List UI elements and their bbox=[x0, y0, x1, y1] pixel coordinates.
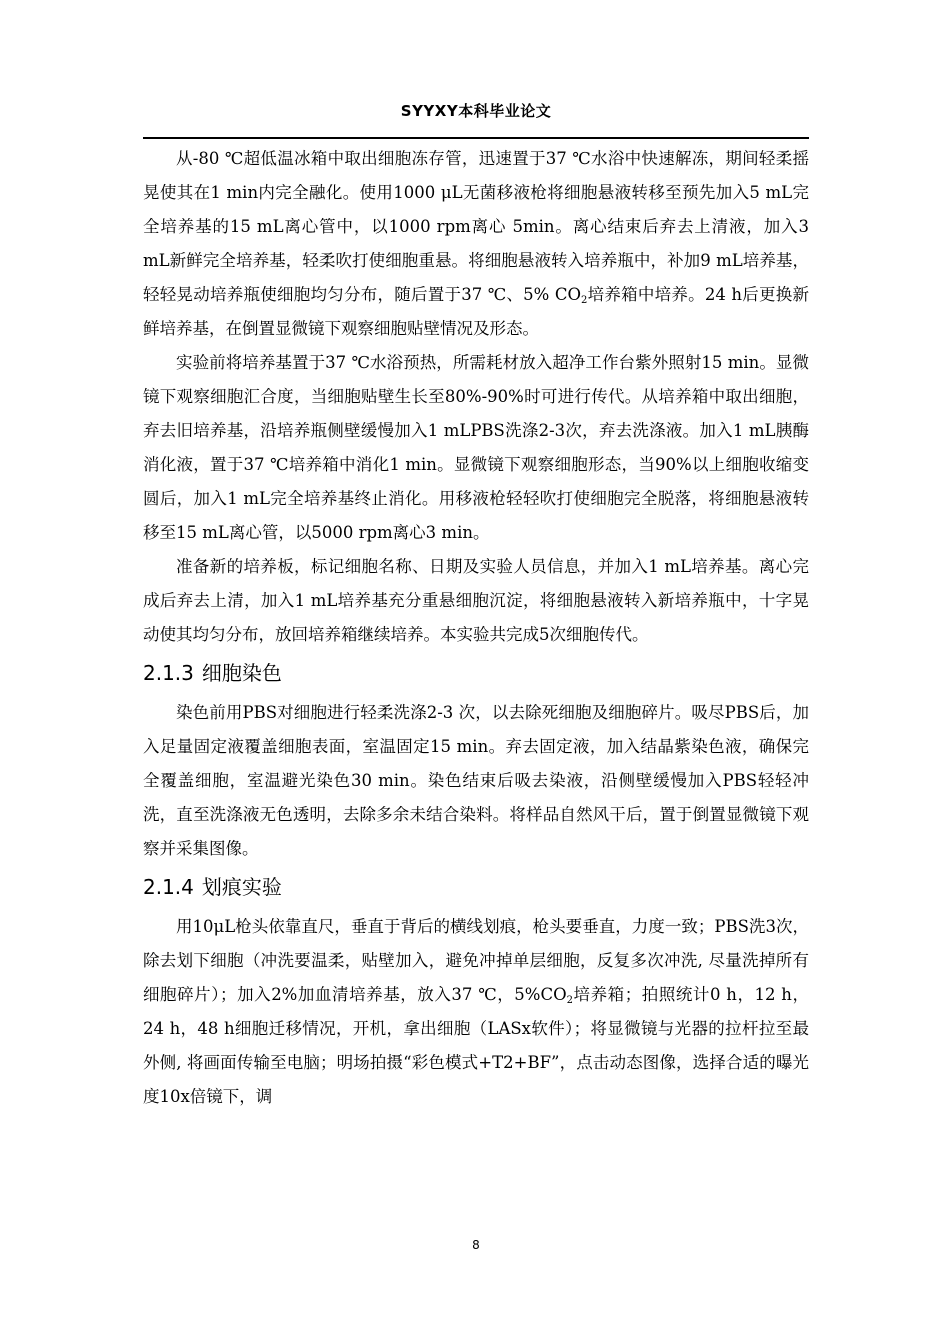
page-number: 8 bbox=[472, 1238, 480, 1252]
subscript: 2 bbox=[566, 995, 573, 1006]
paragraph-cell-passage: 实验前将培养基置于37 ℃水浴预热，所需耗材放入超净工作台紫外照射15 min。显微镜下观察细胞汇合度，当细胞贴壁生长至80%-90%时可进行传代。从培养箱中取出细胞，弃去旧培养基，沿培养瓶侧壁缓慢加入1 mLPBS洗涤2-3次，弃去洗涤液。加入1 mL胰酶消化液，置于37 ℃培养箱中消化1 min。显微镜下观察细胞形态，当90%以上细胞收缩变圆后，加入1 mL完全培养基终止消化。用移液枪轻轻吹打使细胞完全脱落，将细胞悬液转移至15 mL离心管，以5000 rpm离心3 min。 bbox=[143, 353, 809, 542]
paragraph-text: 培养箱；拍照统计0 h，12 h，24 h，48 h细胞迁移情况，开机，拿出细胞（LASx软件）；将显微镜与光器的拉杆拉至最外侧, 将画面传输至电脑；明场拍摄“彩色模式+T2+BF”，点击动态图像，选择合适的曝光度10x倍镜下，调 bbox=[143, 985, 809, 1106]
section-title: 细胞染色 bbox=[201, 661, 282, 685]
paragraph-text: 从-80 ℃超低温冰箱中取出细胞冻存管，迅速置于37 ℃水浴中快速解冻，期间轻柔摇晃使其在1 min内完全融化。使用1000 μL无菌移液枪将细胞悬液转移至预先加入5 mL完全培养基的15 mL离心管中，以1000 rpm离心 5min。离心结束后弃去上清液，加入3 mL新鲜完全培养基，轻柔吹打使细胞重悬。将细胞悬液转入培养瓶中，补加9 mL培养基，轻轻晃动培养瓶使细胞均匀分布，随后置于37 ℃、5% CO bbox=[143, 149, 809, 304]
section-number: 2.1.4 bbox=[143, 875, 194, 899]
paragraph-cell-staining: 染色前用PBS对细胞进行轻柔洗涤2-3 次，以去除死细胞及细胞碎片。吸尽PBS后，加入足量固定液覆盖细胞表面，室温固定15 min。弃去固定液，加入结晶紫染色液，确保完全覆盖细胞，室温避光染色30 min。染色结束后吸去染液，沿侧壁缓慢加入PBS轻轻冲洗，直至洗涤液无色透明，去除多余未结合染料。将样品自然风干后，置于倒置显微镜下观察并采集图像。 bbox=[143, 703, 809, 858]
section-heading-2-1-3 bbox=[143, 655, 809, 691]
section-number: 2.1.3 bbox=[143, 661, 194, 685]
paragraph-text: 培养箱中培养。24 h后更换新鲜培养基，在倒置显微镜下观察细胞贴壁情况及形态。 bbox=[143, 285, 809, 338]
section-heading-2-1-4 bbox=[143, 869, 809, 905]
paragraph-cell-reseeding: 准备新的培养板，标记细胞名称、日期及实验人员信息，并加入1 mL培养基。离心完成后弃去上清，加入1 mL培养基充分重悬细胞沉淀，将细胞悬液转入新培养瓶中，十字晃动使其均匀分布，放回培养箱继续培养。本实验共完成5次细胞传代。 bbox=[143, 557, 809, 644]
paragraph-cell-thawing bbox=[143, 142, 809, 346]
paragraph-scratch-assay bbox=[143, 910, 809, 1114]
body-content bbox=[143, 142, 809, 1114]
running-header: SYYXY本科毕业论文 bbox=[400, 102, 552, 120]
paragraph-text: 用10μL枪头依靠直尺，垂直于背后的横线划痕，枪头要垂直，力度一致；PBS洗3次，除去划下细胞（冲洗要温柔，贴壁加入，避免冲掉单层细胞，反复多次冲洗, 尽量洗掉所有细胞碎片）；加入2%加血清培养基，放入37 ℃，5%CO bbox=[143, 917, 809, 1004]
header-rule bbox=[143, 137, 809, 139]
subscript: 2 bbox=[581, 295, 588, 306]
section-title: 划痕实验 bbox=[201, 875, 282, 899]
